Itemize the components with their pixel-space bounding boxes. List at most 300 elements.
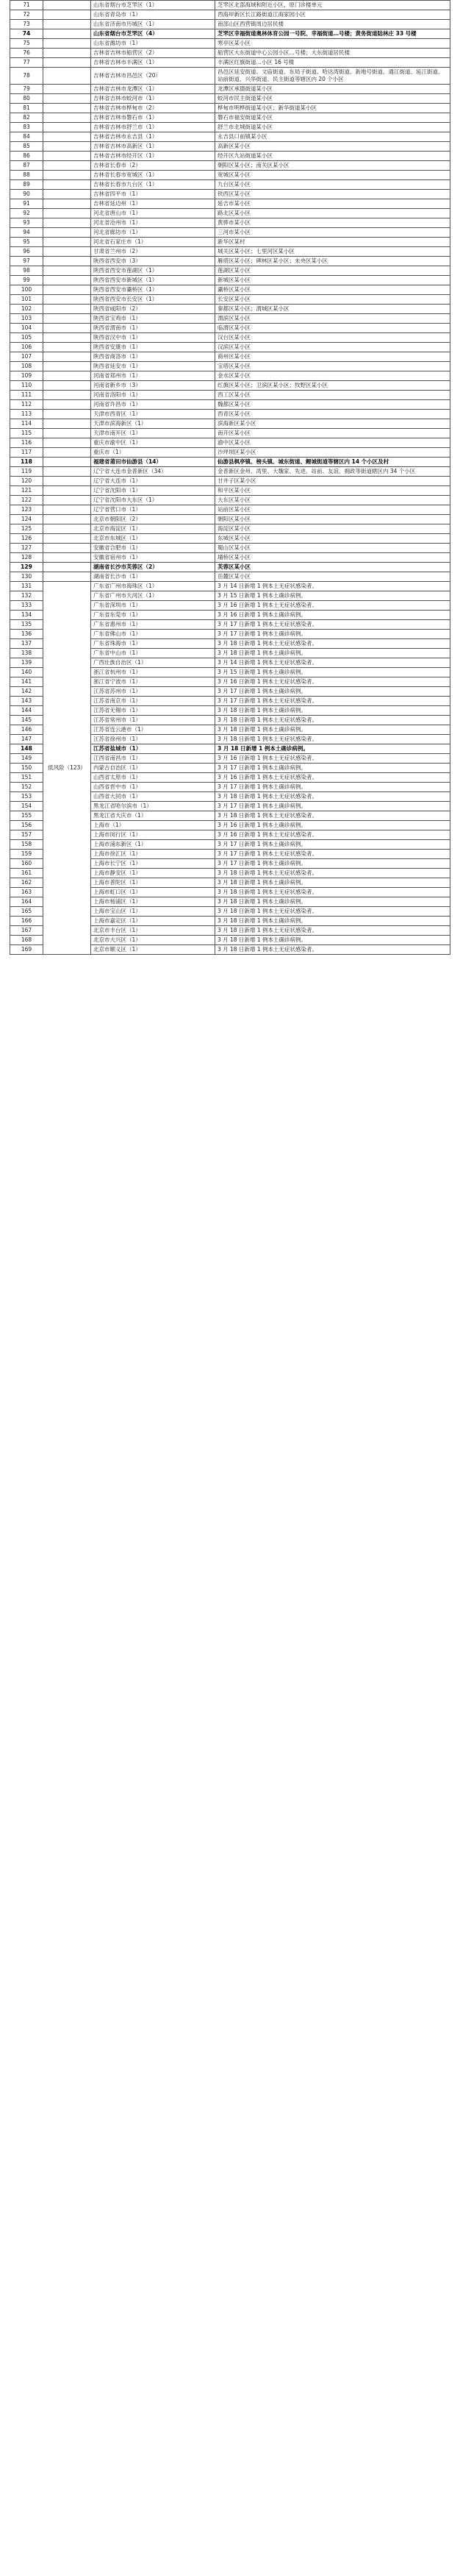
region-cell: 北京市顺义区（1） bbox=[91, 945, 215, 955]
row-number: 99 bbox=[10, 276, 43, 285]
row-number: 169 bbox=[10, 945, 43, 955]
row-number: 167 bbox=[10, 926, 43, 936]
region-cell: 辽宁省营口市（1） bbox=[91, 505, 215, 515]
risk-category-cell bbox=[43, 534, 91, 544]
detail-cell: 3 月 17 日新增 1 例本土确诊病例。 bbox=[215, 764, 450, 773]
risk-category-cell bbox=[43, 228, 91, 238]
detail-cell: 南开区某小区 bbox=[215, 429, 450, 438]
detail-cell: 3 月 18 日新增 1 例本土无症状感染者。 bbox=[215, 888, 450, 897]
row-number: 131 bbox=[10, 582, 43, 591]
row-number: 79 bbox=[10, 85, 43, 94]
table-row bbox=[10, 400, 450, 410]
detail-cell: 九台区某小区 bbox=[215, 180, 450, 190]
table-row bbox=[10, 371, 450, 381]
region-cell: 河北省沧州市（1） bbox=[91, 218, 215, 228]
detail-cell: 芝罘区北部海域和附近小区，原门诊楼单元 bbox=[215, 1, 450, 10]
region-cell: 吉林省吉林市龙潭区（1） bbox=[91, 85, 215, 94]
detail-cell: 朝阳区某小区 bbox=[215, 515, 450, 524]
detail-cell: 蜀山区某小区 bbox=[215, 544, 450, 553]
table-row bbox=[10, 218, 450, 228]
table-row bbox=[10, 429, 450, 438]
detail-cell: 3 月 14 日新增 1 例本土无症状感染者。 bbox=[215, 658, 450, 668]
detail-cell: 甘井子区某小区 bbox=[215, 477, 450, 486]
region-cell: 上海市虹口区（1） bbox=[91, 888, 215, 897]
row-number: 104 bbox=[10, 324, 43, 333]
detail-cell: 3 月 17 日新增 1 例本土无症状感染者。 bbox=[215, 697, 450, 706]
risk-category-cell bbox=[43, 343, 91, 352]
table-row bbox=[10, 58, 450, 68]
detail-cell: 3 月 18 日新增 1 例本土无症状感染者。 bbox=[215, 735, 450, 744]
region-cell: 广东省中山市（1） bbox=[91, 649, 215, 658]
risk-area-table-sheet bbox=[10, 0, 450, 955]
detail-cell: 3 月 16 日新增 1 例本土无症状感染者。 bbox=[215, 773, 450, 783]
risk-category-cell bbox=[43, 419, 91, 429]
region-cell: 上海市宝山区（1） bbox=[91, 907, 215, 917]
row-number: 92 bbox=[10, 209, 43, 218]
row-number: 154 bbox=[10, 802, 43, 811]
detail-cell: 3 月 18 日新增 1 例本土无症状感染者。 bbox=[215, 716, 450, 725]
row-number: 98 bbox=[10, 266, 43, 276]
region-cell: 陕西省商洛市（1） bbox=[91, 352, 215, 362]
table-row bbox=[10, 209, 450, 218]
detail-cell: 永吉县口前镇某小区 bbox=[215, 132, 450, 142]
table-row bbox=[10, 305, 450, 314]
region-cell: 天津市南开区（1） bbox=[91, 429, 215, 438]
table-row bbox=[10, 505, 450, 515]
detail-cell: 3 月 18 日新增 1 例本土确诊病例。 bbox=[215, 897, 450, 907]
row-number: 78 bbox=[10, 68, 43, 85]
detail-cell: 灞桥区某小区 bbox=[215, 285, 450, 295]
row-number: 74 bbox=[10, 29, 43, 39]
region-cell: 福建省莆田市仙游县（14） bbox=[91, 458, 215, 467]
table-row bbox=[10, 343, 450, 352]
row-number: 157 bbox=[10, 830, 43, 840]
detail-cell: 临渭区某小区 bbox=[215, 324, 450, 333]
region-cell: 广东省广州市天河区（1） bbox=[91, 591, 215, 601]
detail-cell: 宝塔区某小区 bbox=[215, 362, 450, 371]
risk-category-cell bbox=[43, 467, 91, 477]
row-number: 124 bbox=[10, 515, 43, 524]
row-number: 119 bbox=[10, 467, 43, 477]
row-number: 152 bbox=[10, 783, 43, 792]
risk-category-cell bbox=[43, 572, 91, 582]
row-number: 91 bbox=[10, 199, 43, 209]
row-number: 82 bbox=[10, 113, 43, 123]
risk-category-cell bbox=[43, 324, 91, 333]
detail-cell: 埇桥区某小区 bbox=[215, 553, 450, 563]
detail-cell: 东城区某小区 bbox=[215, 534, 450, 544]
table-row bbox=[10, 171, 450, 180]
region-cell: 浙江省杭州市（1） bbox=[91, 668, 215, 677]
row-number: 71 bbox=[10, 1, 43, 10]
row-number: 141 bbox=[10, 677, 43, 687]
region-cell: 吉林省长春市宽城区（1） bbox=[91, 171, 215, 180]
region-cell: 陕西省汉中市（1） bbox=[91, 333, 215, 343]
region-cell: 吉林省吉林市永吉县（1） bbox=[91, 132, 215, 142]
detail-cell: 金水区某小区 bbox=[215, 371, 450, 381]
detail-cell: 3 月 16 日新增 1 例本土无症状感染者。 bbox=[215, 677, 450, 687]
detail-cell: 宽城区某小区 bbox=[215, 171, 450, 180]
row-number: 77 bbox=[10, 58, 43, 68]
detail-cell: 仙游县枫亭镇、榜头镇、城东街道、鲤城街道等辖区内 14 个小区及村 bbox=[215, 458, 450, 467]
region-cell: 上海市（1） bbox=[91, 821, 215, 830]
risk-category-cell bbox=[43, 94, 91, 104]
table-row bbox=[10, 199, 450, 209]
risk-category-cell bbox=[43, 381, 91, 391]
region-cell: 河南省郑州市（1） bbox=[91, 371, 215, 381]
row-number: 85 bbox=[10, 142, 43, 152]
region-cell: 广东省广州市海珠区（1） bbox=[91, 582, 215, 591]
region-cell: 陕西省西安市（3） bbox=[91, 257, 215, 266]
region-cell: 吉林省长春市（2） bbox=[91, 161, 215, 171]
detail-cell: 3 月 18 日新增 1 例本土确诊病例。 bbox=[215, 744, 450, 754]
region-cell: 吉林省吉林市昌邑区（20） bbox=[91, 68, 215, 85]
table-row bbox=[10, 20, 450, 29]
detail-cell: 3 月 18 日新增 1 例本土确诊病例。 bbox=[215, 917, 450, 926]
detail-cell: 3 月 18 日新增 1 例本土无症状感染者。 bbox=[215, 792, 450, 802]
detail-cell: 海淀区某小区 bbox=[215, 524, 450, 534]
risk-area-table bbox=[10, 0, 450, 955]
risk-category-cell bbox=[43, 257, 91, 266]
table-row bbox=[10, 29, 450, 39]
row-number: 89 bbox=[10, 180, 43, 190]
detail-cell: 魏都区某小区 bbox=[215, 400, 450, 410]
table-row bbox=[10, 68, 450, 85]
risk-category-cell bbox=[43, 486, 91, 496]
region-cell: 吉林省吉林市经开区（1） bbox=[91, 152, 215, 161]
detail-cell: 3 月 17 日新增 1 例本土确诊病例。 bbox=[215, 783, 450, 792]
detail-cell: 城关区某小区；七里河区某小区 bbox=[215, 247, 450, 257]
risk-category-cell bbox=[43, 238, 91, 247]
risk-category-cell bbox=[43, 400, 91, 410]
region-cell: 吉林省延边州（1） bbox=[91, 199, 215, 209]
detail-cell: 3 月 16 日新增 1 例本土无症状感染者。 bbox=[215, 830, 450, 840]
region-cell: 陕西省渭南市（1） bbox=[91, 324, 215, 333]
row-number: 139 bbox=[10, 658, 43, 668]
region-cell: 河北省唐山市（1） bbox=[91, 209, 215, 218]
row-number: 145 bbox=[10, 716, 43, 725]
risk-category-cell bbox=[43, 104, 91, 113]
region-cell: 天津市西青区（1） bbox=[91, 410, 215, 419]
row-number: 125 bbox=[10, 524, 43, 534]
row-number: 80 bbox=[10, 94, 43, 104]
detail-cell: 3 月 18 日新增 1 例本土无症状感染者。 bbox=[215, 639, 450, 649]
table-row bbox=[10, 94, 450, 104]
row-number: 146 bbox=[10, 725, 43, 735]
table-row bbox=[10, 190, 450, 199]
row-number: 93 bbox=[10, 218, 43, 228]
row-number: 120 bbox=[10, 477, 43, 486]
region-cell: 黑龙江省大庆市（1） bbox=[91, 811, 215, 821]
detail-cell: 黄骅市某小区 bbox=[215, 218, 450, 228]
detail-cell: 3 月 18 日新增 1 例本土无症状感染者。 bbox=[215, 926, 450, 936]
table-row bbox=[10, 85, 450, 94]
risk-category-cell bbox=[43, 1, 91, 10]
detail-cell: 雁塔区某小区；碑林区某小区；未央区某小区 bbox=[215, 257, 450, 266]
row-number: 168 bbox=[10, 936, 43, 945]
region-cell: 内蒙古自治区（1） bbox=[91, 764, 215, 773]
region-cell: 江苏省徐州市（1） bbox=[91, 735, 215, 744]
detail-cell: 芝罘区幸福街道奥林体育公园一号院、幸福街道…号楼；黄务街道陆林庄 33 号楼 bbox=[215, 29, 450, 39]
row-number: 149 bbox=[10, 754, 43, 764]
detail-cell: 3 月 18 日新增 1 例本土无症状感染者。 bbox=[215, 907, 450, 917]
risk-category-cell bbox=[43, 496, 91, 505]
region-cell: 山西省晋中市（1） bbox=[91, 783, 215, 792]
risk-category-cell bbox=[43, 180, 91, 190]
region-cell: 山西省太原市（1） bbox=[91, 773, 215, 783]
row-number: 87 bbox=[10, 161, 43, 171]
row-number: 117 bbox=[10, 448, 43, 458]
row-number: 128 bbox=[10, 553, 43, 563]
row-number: 103 bbox=[10, 314, 43, 324]
detail-cell: 3 月 18 日新增 1 例本土确诊病例。 bbox=[215, 706, 450, 716]
risk-category-cell bbox=[43, 142, 91, 152]
row-number: 121 bbox=[10, 486, 43, 496]
detail-cell: 路北区某小区 bbox=[215, 209, 450, 218]
row-number: 164 bbox=[10, 897, 43, 907]
table-row bbox=[10, 467, 450, 477]
detail-cell: 铁西区某小区 bbox=[215, 190, 450, 199]
row-number: 165 bbox=[10, 907, 43, 917]
risk-category-cell bbox=[43, 152, 91, 161]
risk-category-cell bbox=[43, 477, 91, 486]
row-number: 127 bbox=[10, 544, 43, 553]
row-number: 126 bbox=[10, 534, 43, 544]
risk-category-cell bbox=[43, 199, 91, 209]
region-cell: 安徽省宿州市（1） bbox=[91, 553, 215, 563]
region-cell: 陕西省西安市莲湖区（1） bbox=[91, 266, 215, 276]
row-number: 148 bbox=[10, 744, 43, 754]
row-number: 122 bbox=[10, 496, 43, 505]
table-row bbox=[10, 1, 450, 10]
detail-cell: 朝阳区某小区；南关区某小区 bbox=[215, 161, 450, 171]
row-number: 76 bbox=[10, 49, 43, 58]
risk-category-cell bbox=[43, 132, 91, 142]
table-row bbox=[10, 534, 450, 544]
row-number: 130 bbox=[10, 572, 43, 582]
detail-cell: 滨海新区某小区 bbox=[215, 419, 450, 429]
region-cell: 吉林省四平市（1） bbox=[91, 190, 215, 199]
region-cell: 吉林省吉林市桦甸市（2） bbox=[91, 104, 215, 113]
table-row bbox=[10, 324, 450, 333]
detail-cell: 3 月 17 日新增 1 例本土无症状感染者。 bbox=[215, 850, 450, 859]
risk-category-cell bbox=[43, 247, 91, 257]
detail-cell: 和平区某小区 bbox=[215, 486, 450, 496]
row-number: 94 bbox=[10, 228, 43, 238]
table-row bbox=[10, 49, 450, 58]
region-cell: 陕西省西安市长安区（1） bbox=[91, 295, 215, 305]
table-row bbox=[10, 104, 450, 113]
table-row bbox=[10, 486, 450, 496]
detail-cell: 3 月 17 日新增 1 例本土确诊病例。 bbox=[215, 802, 450, 811]
detail-cell: 汉台区某小区 bbox=[215, 333, 450, 343]
detail-cell: 3 月 16 日新增 1 例本土无症状感染者。 bbox=[215, 601, 450, 611]
region-cell: 广东省珠海市（1） bbox=[91, 639, 215, 649]
row-number: 147 bbox=[10, 735, 43, 744]
region-cell: 北京市丰台区（1） bbox=[91, 926, 215, 936]
region-cell: 广东省惠州市（1） bbox=[91, 620, 215, 630]
table-row bbox=[10, 257, 450, 266]
region-cell: 北京市海淀区（1） bbox=[91, 524, 215, 534]
row-number: 112 bbox=[10, 400, 43, 410]
row-number: 137 bbox=[10, 639, 43, 649]
region-cell: 山东省潍坊市（1） bbox=[91, 39, 215, 49]
detail-cell: 寒亭区某小区 bbox=[215, 39, 450, 49]
risk-category-cell bbox=[43, 161, 91, 171]
row-number: 129 bbox=[10, 563, 43, 572]
region-cell: 吉林省吉林市磐石市（1） bbox=[91, 113, 215, 123]
region-cell: 江西省南昌市（1） bbox=[91, 754, 215, 764]
risk-category-cell bbox=[43, 85, 91, 94]
region-cell: 甘肃省兰州市（2） bbox=[91, 247, 215, 257]
detail-cell: 3 月 17 日新增 1 例本土确诊病例。 bbox=[215, 840, 450, 850]
risk-category-cell bbox=[43, 295, 91, 305]
row-number: 163 bbox=[10, 888, 43, 897]
risk-category-cell bbox=[43, 190, 91, 199]
detail-cell: 3 月 17 日新增 1 例本土确诊病例。 bbox=[215, 687, 450, 697]
table-row bbox=[10, 448, 450, 458]
row-number: 116 bbox=[10, 438, 43, 448]
detail-cell: 蛟河市民主街道某小区 bbox=[215, 94, 450, 104]
risk-category-cell bbox=[43, 563, 91, 572]
row-number: 115 bbox=[10, 429, 43, 438]
detail-cell: 南部山区西营镇周边居民楼 bbox=[215, 20, 450, 29]
row-number: 160 bbox=[10, 859, 43, 869]
detail-cell: 船营区大东街道中心公园小区…号楼；大东街道居民楼 bbox=[215, 49, 450, 58]
region-cell: 陕西省宝鸡市（1） bbox=[91, 314, 215, 324]
detail-cell: 新城区某小区 bbox=[215, 276, 450, 285]
detail-cell: 经开区九站街道某小区 bbox=[215, 152, 450, 161]
row-number: 113 bbox=[10, 410, 43, 419]
region-cell: 上海市徐汇区（1） bbox=[91, 850, 215, 859]
detail-cell: 3 月 18 日新增 1 例本土确诊病例。 bbox=[215, 649, 450, 658]
region-cell: 江苏省无锡市（1） bbox=[91, 706, 215, 716]
row-number: 166 bbox=[10, 917, 43, 926]
detail-cell: 3 月 16 日新增 1 例本土无症状感染者。 bbox=[215, 754, 450, 764]
table-row bbox=[10, 180, 450, 190]
table-row bbox=[10, 352, 450, 362]
detail-cell: 站前区某小区 bbox=[215, 505, 450, 515]
region-cell: 辽宁省沈阳市（1） bbox=[91, 486, 215, 496]
detail-cell: 桦甸市明桦街道某小区；新华街道某小区 bbox=[215, 104, 450, 113]
detail-cell: 渭滨区某小区 bbox=[215, 314, 450, 324]
row-number: 100 bbox=[10, 285, 43, 295]
risk-category-cell bbox=[43, 29, 91, 39]
table-row bbox=[10, 10, 450, 20]
row-number: 153 bbox=[10, 792, 43, 802]
region-cell: 湖南省长沙市芙蓉区（2） bbox=[91, 563, 215, 572]
table-row bbox=[10, 544, 450, 553]
region-cell: 上海市浦东新区（1） bbox=[91, 840, 215, 850]
detail-cell: 三河市某小区 bbox=[215, 228, 450, 238]
region-cell: 山东省青岛市（1） bbox=[91, 10, 215, 20]
detail-cell: 新华区某村 bbox=[215, 238, 450, 247]
table-body bbox=[10, 1, 450, 955]
row-number: 156 bbox=[10, 821, 43, 830]
table-row bbox=[10, 362, 450, 371]
region-cell: 陕西省西安市灞桥区（1） bbox=[91, 285, 215, 295]
table-row bbox=[10, 113, 450, 123]
row-number: 81 bbox=[10, 104, 43, 113]
table-row bbox=[10, 161, 450, 171]
row-number: 158 bbox=[10, 840, 43, 850]
row-number: 162 bbox=[10, 878, 43, 888]
region-cell: 江苏省南京市（1） bbox=[91, 697, 215, 706]
region-cell: 上海市长宁区（1） bbox=[91, 859, 215, 869]
row-number: 159 bbox=[10, 850, 43, 859]
row-number: 118 bbox=[10, 458, 43, 467]
region-cell: 湖南省长沙市（1） bbox=[91, 572, 215, 582]
risk-category-cell bbox=[43, 68, 91, 85]
table-row bbox=[10, 410, 450, 419]
detail-cell: 西工区某小区 bbox=[215, 391, 450, 400]
row-number: 109 bbox=[10, 371, 43, 381]
region-cell: 北京市朝阳区（2） bbox=[91, 515, 215, 524]
risk-category-cell bbox=[43, 20, 91, 29]
risk-category-cell bbox=[43, 352, 91, 362]
risk-category-cell bbox=[43, 285, 91, 295]
detail-cell: 昌邑区延安街道、文庙街道、东局子街道、哈达湾街道、新地号街道、通江街道、延江街道、站前街道、兴华街道、民主街道等辖区内 20 个小区 bbox=[215, 68, 450, 85]
region-cell: 安徽省合肥市（1） bbox=[91, 544, 215, 553]
region-cell: 吉林省吉林市舒兰市（1） bbox=[91, 123, 215, 132]
detail-cell: 3 月 18 日新增 1 例本土确诊病例。 bbox=[215, 878, 450, 888]
row-number: 97 bbox=[10, 257, 43, 266]
region-cell: 辽宁省大连市（1） bbox=[91, 477, 215, 486]
risk-category-cell bbox=[43, 314, 91, 324]
row-number: 135 bbox=[10, 620, 43, 630]
table-row bbox=[10, 285, 450, 295]
risk-category-cell bbox=[43, 515, 91, 524]
detail-cell: 丰满区红旗街道…小区 16 号楼 bbox=[215, 58, 450, 68]
detail-cell: 3 月 15 日新增 1 例本土确诊病例。 bbox=[215, 591, 450, 601]
detail-cell: 3 月 18 日新增 1 例本土确诊病例。 bbox=[215, 725, 450, 735]
risk-category-cell bbox=[43, 371, 91, 381]
table-row bbox=[10, 477, 450, 486]
table-row bbox=[10, 333, 450, 343]
row-number: 90 bbox=[10, 190, 43, 199]
row-number: 105 bbox=[10, 333, 43, 343]
region-cell: 广东省深圳市（1） bbox=[91, 601, 215, 611]
risk-category-cell bbox=[43, 218, 91, 228]
detail-cell: 西青区某小区 bbox=[215, 410, 450, 419]
table-row bbox=[10, 419, 450, 429]
table-row bbox=[10, 152, 450, 161]
row-number: 151 bbox=[10, 773, 43, 783]
table-row bbox=[10, 515, 450, 524]
row-number: 136 bbox=[10, 630, 43, 639]
row-number: 86 bbox=[10, 152, 43, 161]
risk-category-cell bbox=[43, 524, 91, 534]
risk-category-cell bbox=[43, 266, 91, 276]
row-number: 144 bbox=[10, 706, 43, 716]
risk-category-cell bbox=[43, 458, 91, 467]
row-number: 161 bbox=[10, 869, 43, 878]
region-cell: 山西省大同市（1） bbox=[91, 792, 215, 802]
detail-cell: 3 月 17 日新增 1 例本土确诊病例。 bbox=[215, 630, 450, 639]
table-row bbox=[10, 563, 450, 572]
table-row bbox=[10, 314, 450, 324]
risk-category-cell bbox=[43, 171, 91, 180]
detail-cell: 沙坪坝区某小区 bbox=[215, 448, 450, 458]
table-row bbox=[10, 276, 450, 285]
row-number: 142 bbox=[10, 687, 43, 697]
detail-cell: 3 月 16 日新增 1 例本土确诊病例。 bbox=[215, 821, 450, 830]
region-cell: 吉林省吉林市蛟河市（1） bbox=[91, 94, 215, 104]
detail-cell: 3 月 18 日新增 1 例本土无症状感染者。 bbox=[215, 811, 450, 821]
region-cell: 辽宁省沈阳市大东区（1） bbox=[91, 496, 215, 505]
region-cell: 黑龙江省哈尔滨市（1） bbox=[91, 802, 215, 811]
region-cell: 陕西省延安市（1） bbox=[91, 362, 215, 371]
